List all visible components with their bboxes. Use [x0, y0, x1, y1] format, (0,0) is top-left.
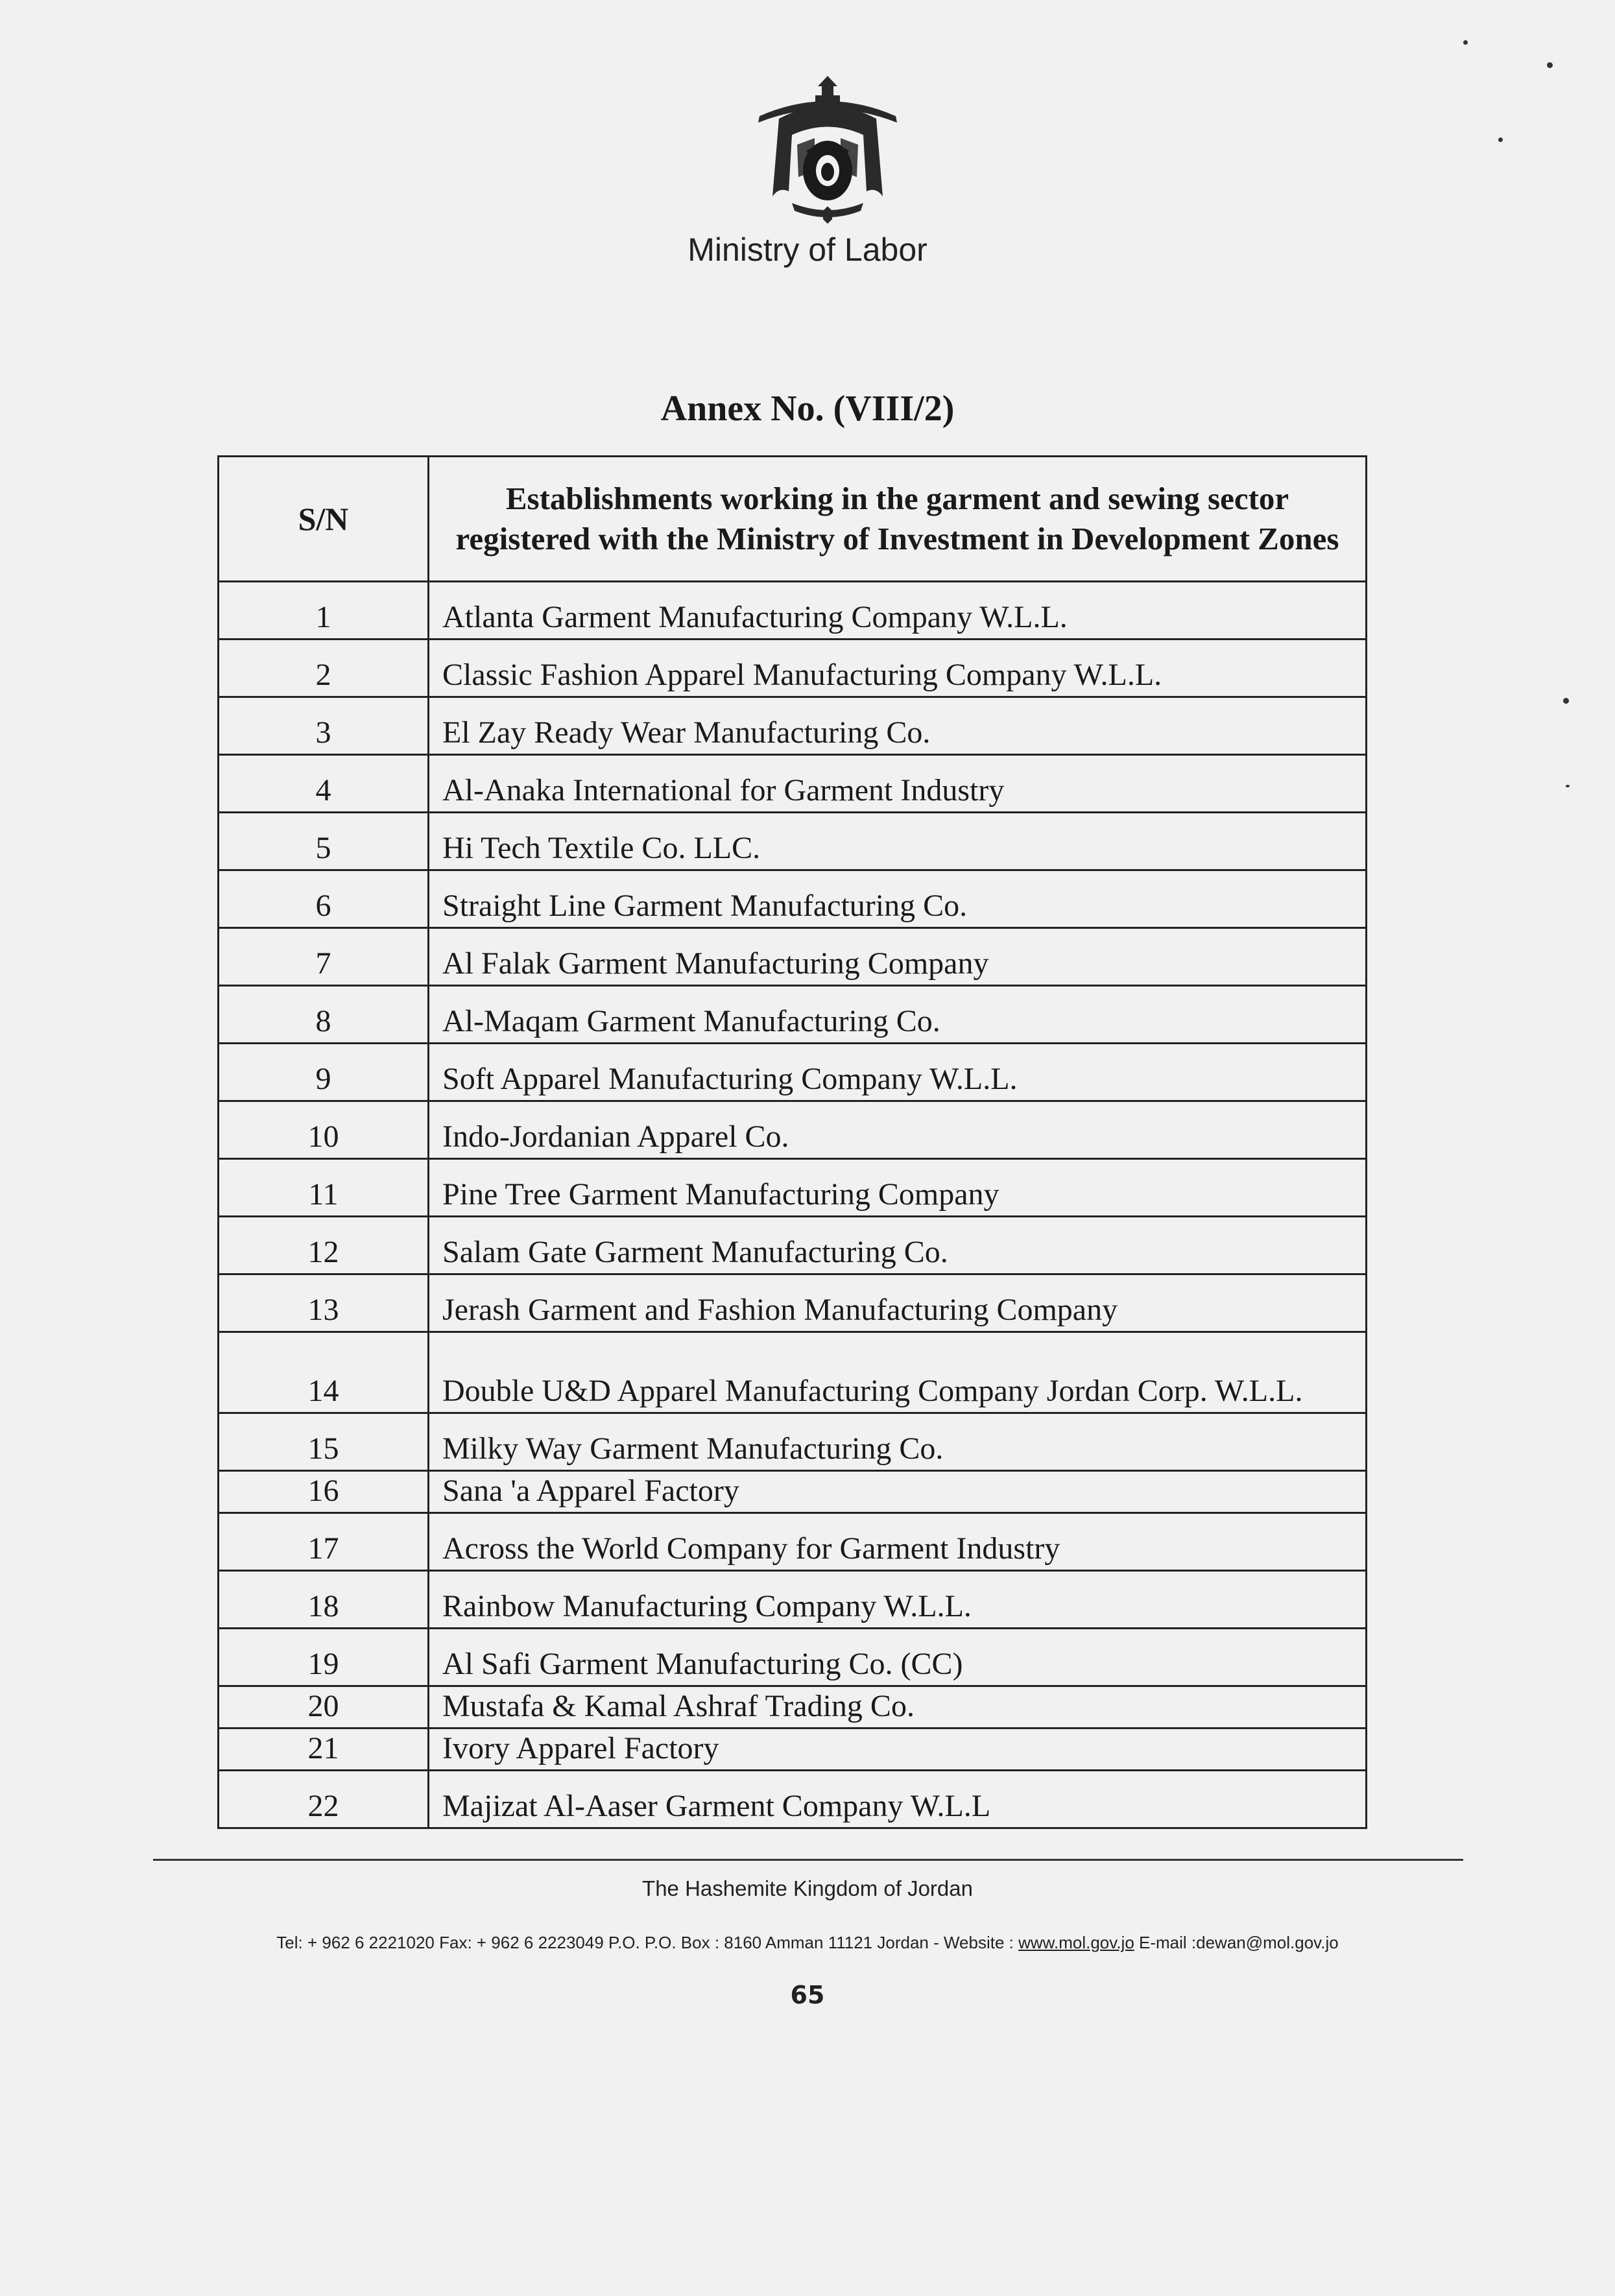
row-sn: 16 — [219, 1471, 429, 1513]
row-establishment-name: Al-Maqam Garment Manufacturing Co. — [429, 986, 1367, 1044]
column-header-sn: S/N — [219, 457, 429, 582]
row-establishment-name: Milky Way Garment Manufacturing Co. — [429, 1413, 1367, 1471]
row-establishment-name: Pine Tree Garment Manufacturing Company — [429, 1159, 1367, 1217]
page-number: 65 — [790, 1981, 825, 2009]
scan-speck — [1498, 138, 1503, 142]
row-establishment-name: Jerash Garment and Fashion Manufacturing Company — [429, 1274, 1367, 1332]
footer-email: E-mail :dewan@mol.gov.jo — [1134, 1933, 1339, 1952]
row-establishment-name: Rainbow Manufacturing Company W.L.L. — [429, 1571, 1367, 1629]
table-row — [219, 1471, 1367, 1513]
row-sn: 8 — [219, 986, 429, 1044]
row-sn: 4 — [219, 755, 429, 813]
scan-speck — [1566, 785, 1570, 787]
establishments-table — [217, 455, 1367, 1829]
row-establishment-name: Classic Fashion Apparel Manufacturing Company W.L.L. — [429, 640, 1367, 697]
table-row — [219, 1274, 1367, 1332]
row-sn: 6 — [219, 870, 429, 928]
row-sn: 13 — [219, 1274, 429, 1332]
table-row — [219, 1513, 1367, 1571]
row-establishment-name: Al Falak Garment Manufacturing Company — [429, 928, 1367, 986]
table-row — [219, 1101, 1367, 1159]
row-establishment-name: Soft Apparel Manufacturing Company W.L.L. — [429, 1044, 1367, 1101]
row-establishment-name: Ivory Apparel Factory — [429, 1728, 1367, 1771]
table-row — [219, 1413, 1367, 1471]
row-sn: 1 — [219, 582, 429, 640]
table-row — [219, 1217, 1367, 1274]
row-sn: 14 — [219, 1332, 429, 1413]
table-row — [219, 1044, 1367, 1101]
table-row — [219, 1629, 1367, 1686]
website-link[interactable]: www.mol.gov.jo — [1018, 1933, 1134, 1952]
table-row — [219, 1571, 1367, 1629]
table-row — [219, 755, 1367, 813]
row-sn: 3 — [219, 697, 429, 755]
footer-contact — [0, 1933, 1615, 1953]
row-sn: 19 — [219, 1629, 429, 1686]
row-sn: 12 — [219, 1217, 429, 1274]
row-sn: 9 — [219, 1044, 429, 1101]
footer-kingdom: The Hashemite Kingdom of Jordan — [642, 1876, 973, 1900]
table-row — [219, 582, 1367, 640]
row-sn: 11 — [219, 1159, 429, 1217]
table-row — [219, 1686, 1367, 1728]
row-sn: 18 — [219, 1571, 429, 1629]
table-row — [219, 1728, 1367, 1771]
row-sn: 21 — [219, 1728, 429, 1771]
row-sn: 20 — [219, 1686, 429, 1728]
row-establishment-name: Mustafa & Kamal Ashraf Trading Co. — [429, 1686, 1367, 1728]
row-establishment-name: Indo-Jordanian Apparel Co. — [429, 1101, 1367, 1159]
table-row — [219, 986, 1367, 1044]
row-establishment-name: Al-Anaka International for Garment Industry — [429, 755, 1367, 813]
table-row — [219, 1332, 1367, 1413]
row-establishment-name: Majizat Al-Aaser Garment Company W.L.L — [429, 1771, 1367, 1828]
row-sn: 22 — [219, 1771, 429, 1828]
column-header-establishments: Establishments working in the garment and sewing sector registered with the Ministry of Investment in Development Zones — [429, 457, 1367, 582]
table-row — [219, 1771, 1367, 1828]
row-establishment-name: Hi Tech Textile Co. LLC. — [429, 813, 1367, 870]
jordan-royal-crest-icon — [753, 73, 902, 227]
scan-speck — [1563, 698, 1569, 704]
table-row — [219, 813, 1367, 870]
row-establishment-name: Atlanta Garment Manufacturing Company W.L.L. — [429, 582, 1367, 640]
scan-speck — [1463, 40, 1468, 45]
row-sn: 5 — [219, 813, 429, 870]
footer-contact-details: Tel: + 962 6 2221020 Fax: + 962 6 2223049 P.O. P.O. Box : 8160 Amman 11121 Jordan - Website : — [276, 1933, 1019, 1952]
footer-divider — [153, 1859, 1463, 1861]
row-establishment-name: Al Safi Garment Manufacturing Co. (CC) — [429, 1629, 1367, 1686]
table-row — [219, 697, 1367, 755]
ministry-name: Ministry of Labor — [688, 232, 927, 268]
row-establishment-name: Salam Gate Garment Manufacturing Co. — [429, 1217, 1367, 1274]
annex-title: Annex No. (VIII/2) — [660, 389, 955, 429]
row-sn: 10 — [219, 1101, 429, 1159]
row-establishment-name: Double U&D Apparel Manufacturing Company Jordan Corp. W.L.L. — [429, 1332, 1367, 1413]
row-establishment-name: Across the World Company for Garment Industry — [429, 1513, 1367, 1571]
row-sn: 2 — [219, 640, 429, 697]
table-row — [219, 640, 1367, 697]
row-establishment-name: Straight Line Garment Manufacturing Co. — [429, 870, 1367, 928]
establishments-table-container — [217, 455, 1367, 1829]
row-sn: 17 — [219, 1513, 429, 1571]
scan-speck — [1547, 62, 1553, 68]
table-row — [219, 928, 1367, 986]
table-header-row — [219, 457, 1367, 582]
row-establishment-name: Sana 'a Apparel Factory — [429, 1471, 1367, 1513]
row-establishment-name: El Zay Ready Wear Manufacturing Co. — [429, 697, 1367, 755]
row-sn: 15 — [219, 1413, 429, 1471]
table-row — [219, 1159, 1367, 1217]
row-sn: 7 — [219, 928, 429, 986]
table-row — [219, 870, 1367, 928]
